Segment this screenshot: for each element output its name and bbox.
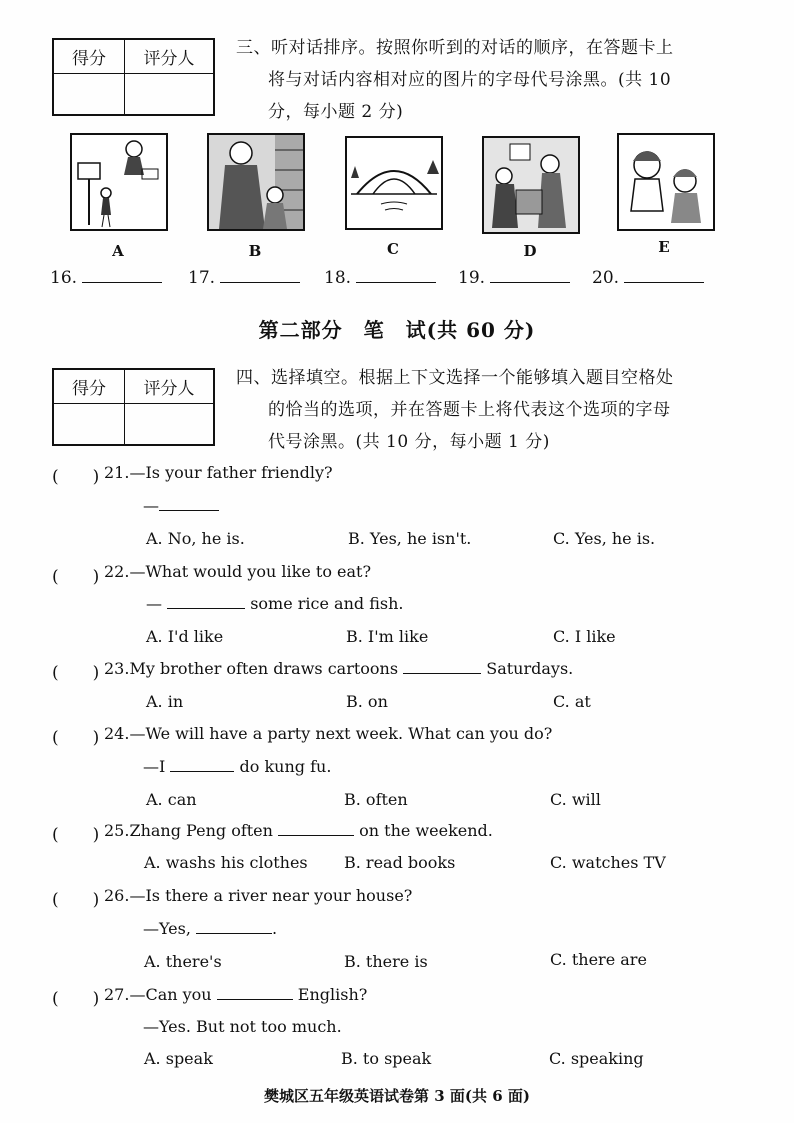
option-c[interactable]: C. Yes, he is. [553, 529, 656, 548]
fill-blank[interactable] [217, 985, 293, 1000]
picture-label: C [387, 240, 399, 258]
answer-blank-19[interactable] [458, 268, 570, 288]
answer-line[interactable] [356, 282, 436, 283]
fill-blank[interactable] [170, 757, 234, 772]
option-b[interactable]: B. there is [344, 952, 428, 971]
part2-title: 第二部分 笔 试(共 60 分) [258, 318, 536, 342]
answer-line-row [143, 1017, 342, 1036]
option-a[interactable]: A. washs his clothes [144, 853, 308, 872]
option-c[interactable]: C. watches TV [550, 853, 666, 872]
page-footer: 樊城区五年级英语试卷第 3 面(共 6 面) [264, 1087, 530, 1105]
question-text: —Yes. But not too much. [143, 1017, 342, 1036]
question-stem [104, 886, 412, 905]
answer-paren[interactable]: ( ) [52, 989, 100, 1009]
answer-paren[interactable]: ( ) [52, 467, 100, 487]
question-text: —Is there a river near your house? [129, 886, 413, 905]
option-b[interactable]: B. read books [344, 853, 456, 872]
question-text: —We will have a party next week. What can you do? [129, 724, 553, 743]
fill-blank[interactable] [278, 821, 354, 836]
score-table-section4 [52, 368, 215, 446]
option-b[interactable]: B. on [346, 692, 388, 711]
answer-paren[interactable]: ( ) [52, 663, 100, 683]
answer-number: 19. [458, 268, 486, 288]
answer-line[interactable] [624, 282, 704, 283]
grader-cell[interactable] [125, 404, 215, 446]
score-table-section3 [52, 38, 215, 116]
option-b[interactable]: B. often [344, 790, 408, 809]
instruction-line: 分，每小题 2 分) [268, 102, 404, 122]
question-text: Saturdays. [486, 659, 574, 678]
answer-blank-16[interactable] [50, 268, 162, 288]
answer-number: 18. [324, 268, 352, 288]
question-number: 22. [104, 562, 130, 581]
instruction-line: 将与对话内容相对应的图片的字母代号涂黑。(共 10 [268, 70, 672, 90]
score-cell[interactable] [53, 404, 125, 446]
question-text: some rice and fish. [250, 594, 404, 613]
question-stem [104, 659, 573, 678]
option-b[interactable]: B. I'm like [346, 627, 429, 646]
option-a[interactable]: A. I'd like [146, 627, 224, 646]
picture-label: A [112, 242, 124, 260]
answer-line[interactable] [490, 282, 570, 283]
option-b[interactable]: B. Yes, he isn't. [348, 529, 472, 548]
picture-d-cooking-scene [482, 136, 580, 234]
answer-blank-17[interactable] [188, 268, 300, 288]
fill-blank[interactable] [196, 919, 272, 934]
option-c[interactable]: C. there are [550, 950, 647, 969]
score-header: 得分 [53, 39, 125, 74]
answer-paren[interactable]: ( ) [52, 890, 100, 910]
grader-cell[interactable] [125, 74, 215, 116]
answer-line-row [143, 496, 219, 515]
option-c[interactable]: C. at [553, 692, 591, 711]
picture-b-shopping-scene [207, 133, 305, 231]
question-stem [104, 985, 367, 1004]
option-c[interactable]: C. speaking [549, 1049, 644, 1068]
question-text: —What would you like to eat? [129, 562, 372, 581]
question-text: —I [143, 757, 166, 776]
question-text: do kung fu. [239, 757, 332, 776]
question-text: —Is your father friendly? [129, 463, 333, 482]
question-number: 21. [104, 463, 130, 482]
answer-paren[interactable]: ( ) [52, 567, 100, 587]
section4-instructions [236, 362, 756, 458]
score-header: 得分 [53, 369, 125, 404]
option-a[interactable]: A. in [146, 692, 184, 711]
question-text: on the weekend. [359, 821, 493, 840]
question-stem [104, 562, 371, 581]
fill-blank[interactable] [403, 659, 481, 674]
picture-a-basketball-scene [70, 133, 168, 231]
instruction-line: 代号涂黑。(共 10 分，每小题 1 分) [268, 432, 550, 452]
answer-line-row [146, 594, 403, 613]
option-a[interactable]: A. speak [144, 1049, 213, 1068]
fill-blank[interactable] [167, 594, 245, 609]
answer-number: 17. [188, 268, 216, 288]
option-c[interactable]: C. will [550, 790, 601, 809]
section3-instructions [236, 32, 756, 128]
answer-paren[interactable]: ( ) [52, 728, 100, 748]
score-cell[interactable] [53, 74, 125, 116]
question-text: —Yes, [143, 919, 191, 938]
option-a[interactable]: A. can [146, 790, 197, 809]
picture-label: B [248, 242, 262, 260]
answer-number: 20. [592, 268, 620, 288]
grader-header: 评分人 [125, 369, 215, 404]
picture-e-girls-portrait [617, 133, 715, 231]
instruction-line: 的恰当的选项，并在答题卡上将代表这个选项的字母 [268, 400, 671, 420]
question-text: English? [297, 985, 368, 1004]
question-text: —Can you [129, 985, 212, 1004]
question-number: 27. [104, 985, 130, 1004]
question-text: My brother often draws cartoons [129, 659, 399, 678]
answer-line-row [143, 757, 331, 776]
option-a[interactable]: A. there's [144, 952, 222, 971]
answer-line[interactable] [220, 282, 300, 283]
question-stem [104, 463, 333, 482]
question-number: 24. [104, 724, 130, 743]
answer-number: 16. [50, 268, 78, 288]
question-stem [104, 821, 493, 840]
dash: — [146, 594, 162, 613]
option-a[interactable]: A. No, he is. [146, 529, 245, 548]
grader-header: 评分人 [125, 39, 215, 74]
answer-line-row [143, 919, 277, 938]
answer-blank-20[interactable] [592, 268, 704, 288]
fill-blank[interactable] [159, 496, 219, 511]
option-b[interactable]: B. to speak [341, 1049, 432, 1068]
answer-paren[interactable]: ( ) [52, 825, 100, 845]
question-number: 23. [104, 659, 130, 678]
option-c[interactable]: C. I like [553, 627, 616, 646]
instruction-line: 三、听对话排序。按照你听到的对话的顺序，在答题卡上 [236, 38, 674, 58]
answer-line[interactable] [82, 282, 162, 283]
picture-c-bridge-scene [345, 136, 443, 230]
question-number: 25. [104, 821, 130, 840]
question-stem [104, 724, 552, 743]
instruction-line: 四、选择填空。根据上下文选择一个能够填入题目空格处 [236, 368, 674, 388]
dash: — [143, 496, 159, 515]
picture-label: E [658, 238, 670, 256]
question-text: Zhang Peng often [129, 821, 273, 840]
question-text: . [272, 919, 278, 938]
answer-blank-18[interactable] [324, 268, 436, 288]
picture-label: D [523, 242, 537, 260]
question-number: 26. [104, 886, 130, 905]
